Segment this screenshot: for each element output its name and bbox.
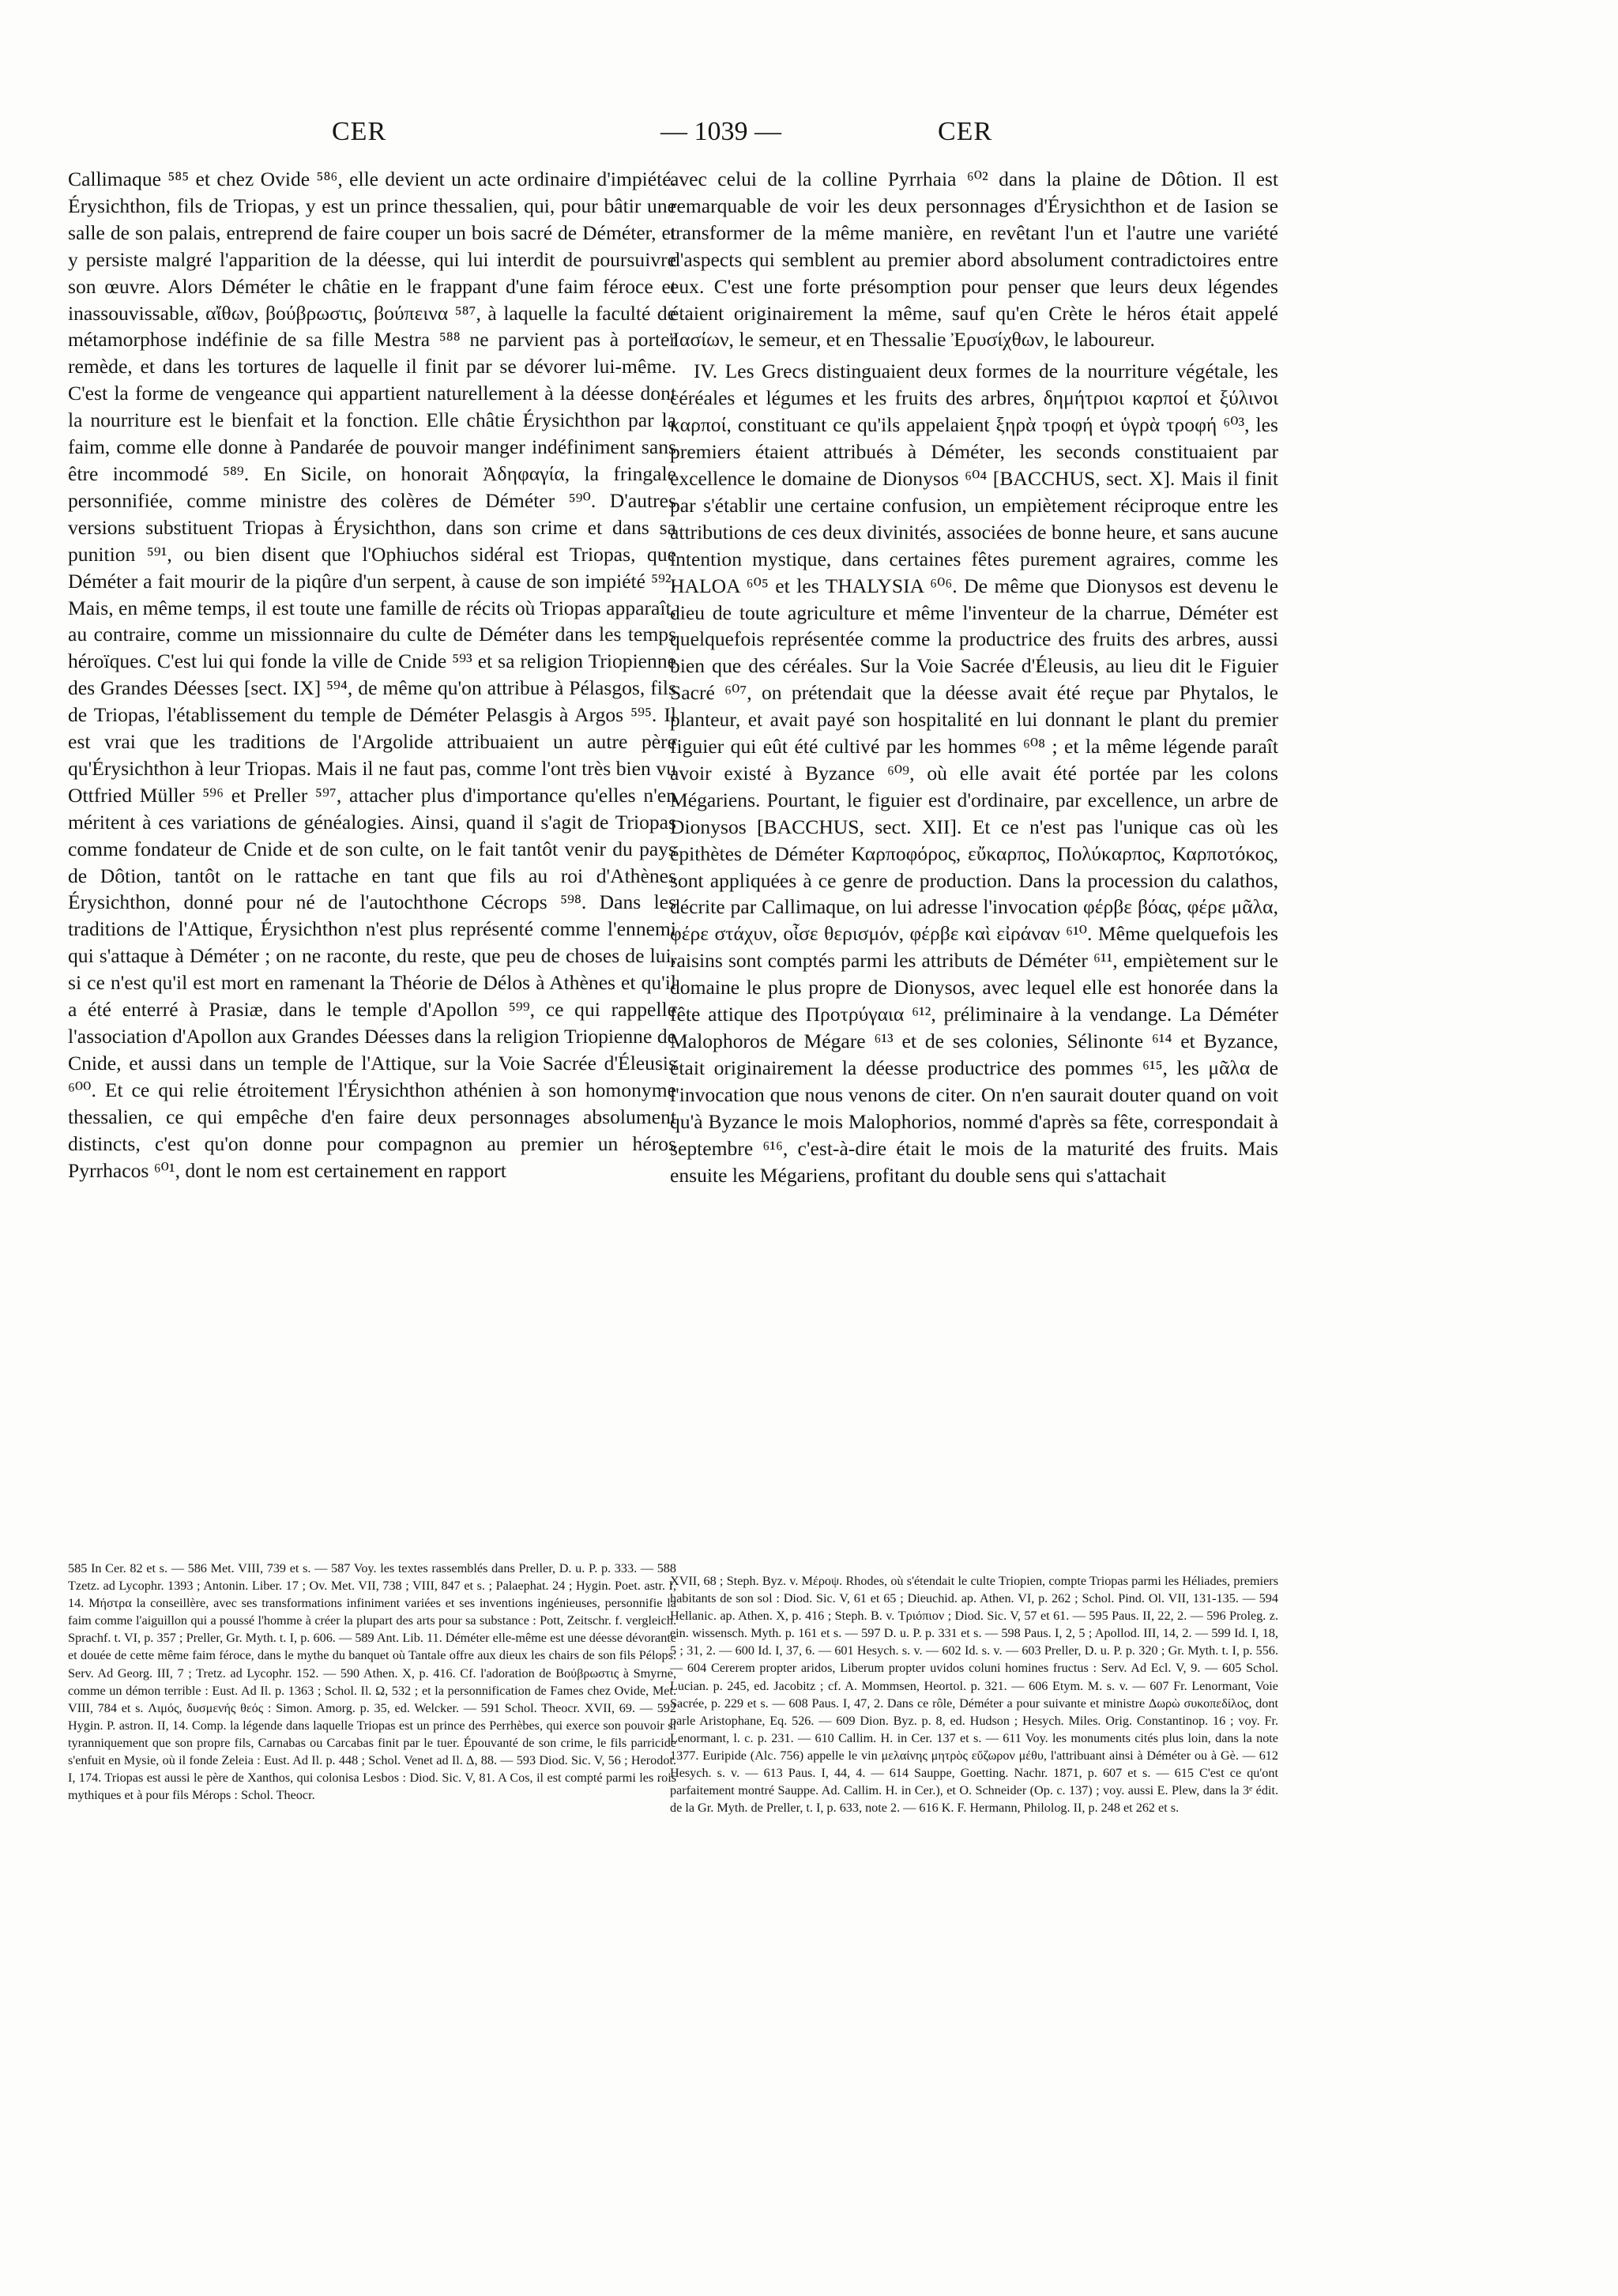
- header-right: CER: [938, 117, 993, 146]
- right-footnotes: [670, 1572, 1278, 1816]
- header-left: CER: [332, 117, 387, 146]
- left-footnotes: [68, 1560, 676, 1804]
- page-number: — 1039 —: [660, 117, 781, 146]
- right-paragraph-2: IV. Les Grecs distinguaient deux formes de la nourriture végétale, les céréales et légumes et les fruits des arbres, δημήτριοι καρποί et ξύλινοι καρποί, constituant ce qu'ils appelaient ξηρὰ τροφή et ὑγρὰ τροφή ⁶⁰³, les premiers étaient attribués à Déméter, les seconds constituaient par excellence le domaine de Dionysos ⁶⁰⁴ [BACCHUS, sect. X]. Mais il finit par s'établir une certaine confusion, un empiètement réciproque entre les attributions de ces deux divinités, associées de bonne heure, et sans aucune intention mystique, dans certaines fêtes purement agraires, comme les HALOA ⁶⁰⁵ et les THALYSIA ⁶⁰⁶. De même que Dionysos est devenu le dieu de toute agriculture et même l'inventeur de la charrue, Déméter est quelquefois représentée comme la productrice des fruits des arbres, aussi bien que des céréales. Sur la Voie Sacrée d'Éleusis, au lieu dit le Figuier Sacré ⁶⁰⁷, on prétendait que la déesse avait été reçue par Phytalos, le planteur, et avait payé son hospitalité en lui donnant le plant du premier figuier qui eût été cultivé par les hommes ⁶⁰⁸ ; et la même légende paraît avoir existé à Byzance ⁶⁰⁹, où elle avait été portée par les colons Mégariens. Pourtant, le figuier est d'ordinaire, par excellence, un arbre de Dionysos [BACCHUS, sect. XII]. Et ce n'est pas l'unique cas où les épithètes de Déméter Καρποφόρος, εὔκαρπος, Πολύκαρπος, Καρποτόκος, sont appliquées à ce genre de production. Dans la procession du calathos, décrite par Callimaque, on lui adresse l'invocation φέρβε βόας, φέρε μᾶλα, φέρε στάχυν, οἶσε θερισμόν, φέρβε καὶ εἰράναν ⁶¹⁰. Même quelquefois les raisins sont comptés parmi les attributs de Déméter ⁶¹¹, empiètement sur le domaine le plus propre de Dionysos, avec lequel elle est honorée dans la fête attique des Προτρύγαια ⁶¹², préliminaire à la vendange. La Déméter Malophoros de Mégare ⁶¹³ et de ses colonies, Sélinonte ⁶¹⁴ et Byzance, était originairement la déesse productrice des pommes ⁶¹⁵, les μᾶλα de l'invocation que nous venons de citer. On n'en saurait douter quand on voit qu'à Byzance le mois Malophorios, nommé d'après sa fête, correspondait à septembre ⁶¹⁶, c'est-à-dire était le mois de la maturité des fruits. Mais ensuite les Mégariens, profitant du double sens qui s'attachait: [670, 359, 1278, 1187]
- left-paragraph-1: Callimaque ⁵⁸⁵ et chez Ovide ⁵⁸⁶, elle devient un acte ordinaire d'impiété. Érysichthon, fils de Triopas, y est un prince thessalien, qui, pour bâtir une salle de son palais, entreprend de faire couper un bois sacré de Déméter, et y persiste malgré l'apparition de la déesse, qui lui interdit de poursuivre son œuvre. Alors Déméter le châtie en le frappant d'une faim féroce et inassouvissable, αἴθων, βούβρωστις, βούπεινα ⁵⁸⁷, à laquelle la faculté de métamorphose indéfinie de sa fille Mestra ⁵⁸⁸ ne parvient pas à porter remède, et dans les tortures de laquelle il finit par se dévorer lui-même. C'est la forme de vengeance qui appartient naturellement à la déesse dont la nourriture est le bienfait et la fonction. Elle châtie Érysichthon par la faim, comme elle donne à Pandarée de pouvoir manger indéfiniment sans être incommodé ⁵⁸⁹. En Sicile, on honorait Ἀδηφαγία, la fringale personnifiée, comme ministre des colères de Déméter ⁵⁹⁰. D'autres versions substituent Triopas à Érysichthon, dans son crime et dans sa punition ⁵⁹¹, ou bien disent que l'Ophiuchos sidéral est Triopas, que Déméter a fait mourir de la piqûre d'un serpent, à cause de son impiété ⁵⁹². Mais, en même temps, il est toute une famille de récits où Triopas apparaît, au contraire, comme un missionnaire du culte de Déméter dans les temps héroïques. C'est lui qui fonde la ville de Cnide ⁵⁹³ et sa religion Triopienne des Grandes Déesses [sect. IX] ⁵⁹⁴, de même qu'on attribue à Pélasgos, fils de Triopas, l'établissement du temple de Déméter Pelasgis à Argos ⁵⁹⁵. Il est vrai que les traditions de l'Argolide attribuaient un autre père qu'Érysichthon à leur Triopas. Mais il ne faut pas, comme l'ont très bien vu Ottfried Müller ⁵⁹⁶ et Preller ⁵⁹⁷, attacher plus d'importance qu'elles n'en méritent à ces variations de généalogies. Ainsi, quand il s'agit de Triopas comme fondateur de Cnide et de son culte, on le fait tantôt venir du pays de Dôtion, tantôt on le rattache en tant que fils au roi d'Athènes Érysichthon, donné pour né de l'autochthone Cécrops ⁵⁹⁸. Dans les traditions de l'Attique, Érysichthon n'est plus représenté comme l'ennemi qui s'attaque à Déméter ; on ne raconte, du reste, que peu de choses de lui, si ce n'est qu'il est mort en ramenant la Théorie de Délos à Athènes et qu'il a été enterré à Prasiæ, dans le temple d'Apollon ⁵⁹⁹, ce qui rappelle l'association d'Apollon aux Grandes Déesses dans la religion Triopienne de Cnide, et aussi dans un temple de l'Attique, sur la Voie Sacrée d'Éleusis ⁶⁰⁰. Et ce qui relie étroitement l'Érysichthon athénien à son homonyme thessalien, ce qui empêche d'en faire deux personnages absolument distincts, c'est qu'on donne pour compagnon au premier un héros Pyrrhacos ⁶⁰¹, dont le nom est certainement en rapport: [68, 167, 676, 1182]
- right-paragraph-1: avec celui de la colline Pyrrhaia ⁶⁰² dans la plaine de Dôtion. Il est remarquable de voir les deux personnages d'Érysichthon et de Iasion se transformer de la même manière, en revêtant l'un et l'autre une variété d'aspects qui semblent au premier abord absolument contradictoires entre eux. C'est une forte présomption pour penser que leurs deux légendes étaient originairement la même, sauf qu'en Crète le héros était appelé Ἰασίων, le semeur, et en Thessalie Ἐρυσίχθων, le laboureur.: [670, 167, 1278, 352]
- right-column: [670, 166, 1278, 1193]
- left-footnotes-text: 585 In Cer. 82 et s. — 586 Met. VIII, 739 et s. — 587 Voy. les textes rassemblés dans Preller, D. u. P. p. 333. — 588 Tzetz. ad Lycophr. 1393 ; Antonin. Liber. 17 ; Ov. Met. VII, 738 ; VIII, 847 et s. ; Palaephat. 24 ; Hygin. Poet. astr. I, 14. Μήστρα la conseillère, avec ses transformations infiniment variées et ses inventions ingénieuses, personnifie la faim comme l'aiguillon qui a poussé l'homme à créer la plupart des arts pour sa substance : Pott, Zeitschr. f. vergleich. Sprachf. t. VI, p. 357 ; Preller, Gr. Myth. t. I, p. 606. — 589 Ant. Lib. 11. Déméter elle-même est une déesse dévorante et douée de cette même faim féroce, dans le mythe du banquet où Tantale offre aux dieux les chairs de son fils Pélops. Serv. Ad Georg. III, 7 ; Tretz. ad Lycophr. 152. — 590 Athen. X, p. 416. Cf. l'adoration de Βούβρωστις à Smyrne, comme un démon terrible : Eust. Ad Il. p. 1363 ; Schol. Il. Ω, 532 ; et la personnification de Fames chez Ovide, Met. VIII, 784 et s. Λιμός, δυσμενής θεός : Simon. Amorg. p. 35, ed. Welcker. — 591 Schol. Theocr. XVII, 69. — 592 Hygin. P. astron. II, 14. Comp. la légende dans laquelle Triopas est un prince des Perrhèbes, qui exerce son pouvoir si tyranniquement que son propre fils, Carnabas ou Carcabas finit par le tuer. Épouvanté de son crime, le fils parricide s'enfuit en Mysie, où il fonde Zeleia : Eust. Ad Il. p. 448 ; Schol. Venet ad Il. Δ, 88. — 593 Diod. Sic. V, 56 ; Herodot. I, 174. Triopas est aussi le père de Xanthos, qui colonisa Lesbos : Diod. Sic. V, 81. A Cos, il est compté parmi les rois mythiques et à pour fils Mérops : Schol. Theocr.: [68, 1561, 676, 1803]
- running-header: [68, 117, 1433, 164]
- right-footnotes-text: XVII, 68 ; Steph. Byz. v. Μέροψ. Rhodes, où s'étendait le culte Triopien, compte Triopas parmi les Héliades, premiers habitants de son sol : Diod. Sic. V, 61 et 65 ; Dieuchid. ap. Athen. VI, p. 262 ; Schol. Pind. Ol. VII, 131-135. — 594 Hellanic. ap. Athen. X, p. 416 ; Steph. B. v. Τριόπιον ; Diod. Sic. V, 57 et 61. — 595 Paus. II, 22, 2. — 596 Proleg. z. ein. wissensch. Myth. p. 161 et s. — 597 D. u. P. p. 331 et s. — 598 Paus. I, 2, 5 ; Apollod. III, 14, 2. — 599 Id. I, 18, 5 ; 31, 2. — 600 Id. I, 37, 6. — 601 Hesych. s. v. — 602 Id. s. v. — 603 Preller, D. u. P. p. 320 ; Gr. Myth. t. I, p. 556. — 604 Cererem propter aridos, Liberum propter uvidos coluni homines fructus : Serv. Ad Ecl. V, 9. — 605 Schol. Lucian. p. 245, ed. Jacobitz ; cf. A. Mommsen, Heortol. p. 321. — 606 Etym. M. s. v. — 607 Fr. Lenormant, Voie Sacrée, p. 229 et s. — 608 Paus. I, 47, 2. Dans ce rôle, Déméter a pour suivante et ministre Δωρὼ συκοπεδίλος, dont parle Aristophane, Eq. 526. — 609 Dion. Byz. p. 8, ed. Hudson ; Hesych. Miles. Orig. Constantinop. 16 ; voy. Fr. Lenormant, l. c. p. 231. — 610 Callim. H. in Cer. 137 et s. — 611 Voy. les monuments cités plus loin, dans la note 1377. Euripide (Alc. 756) appelle le vin μελαίνης μητρὸς εὔζωρον μέθυ, l'attribuant ainsi à Déméter ou à Gè. — 612 Hesych. s. v. — 613 Paus. I, 44, 4. — 614 Sauppe, Goetting. Nachr. 1871, p. 607 et s. — 615 C'est ce qu'ont parfaitement montré Sauppe. Ad. Callim. H. in Cer.), et O. Schneider (Op. c. 137) ; voy. aussi E. Plew, dans la 3ᵉ édit. de la Gr. Myth. de Preller, t. I, p. 633, note 2. — 616 K. F. Hermann, Philolog. II, p. 248 et 262 et s.: [670, 1574, 1278, 1816]
- left-column: [68, 166, 676, 1188]
